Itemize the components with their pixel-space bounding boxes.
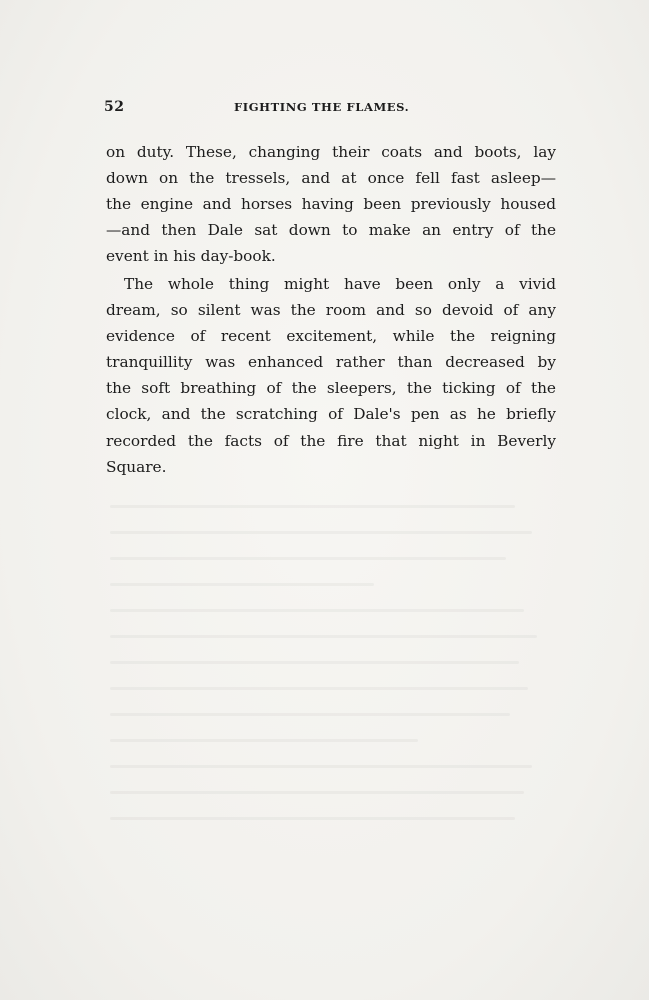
text-line: The whole thing might have been only a vivid — [124, 274, 556, 293]
text-line: recorded the facts of the fire that night in Beverly — [106, 431, 556, 450]
running-title: FIGHTING THE FLAMES. — [234, 100, 410, 114]
text-line: on duty. These, changing their coats and boots, lay — [106, 143, 556, 161]
text-line: Square. — [106, 457, 167, 476]
text-line: —and then Dale sat down to make an entry of the — [106, 221, 556, 240]
text-line: tranquillity was enhanced rather than decreased by — [106, 353, 556, 372]
text-line: dream, so silent was the room and so devoid of any — [106, 301, 556, 320]
running-head — [104, 99, 557, 119]
text-line: evidence of recent excitement, while the reigning — [106, 327, 556, 346]
text-line: the soft breathing of the sleepers, the ticking of the — [106, 379, 556, 398]
text-line: event in his day-book. — [106, 247, 276, 266]
paragraph-2 — [106, 271, 556, 480]
body-text — [106, 139, 556, 480]
text-line: down on the tressels, and at once fell fast asleep— — [106, 169, 556, 188]
text-line: the engine and horses having been previously housed — [106, 195, 556, 214]
text-line: clock, and the scratching of Dale's pen as he briefly — [106, 405, 556, 424]
bleed-through-texture — [110, 505, 550, 885]
paragraph-1 — [106, 139, 556, 269]
page-number: 52 — [104, 99, 125, 115]
